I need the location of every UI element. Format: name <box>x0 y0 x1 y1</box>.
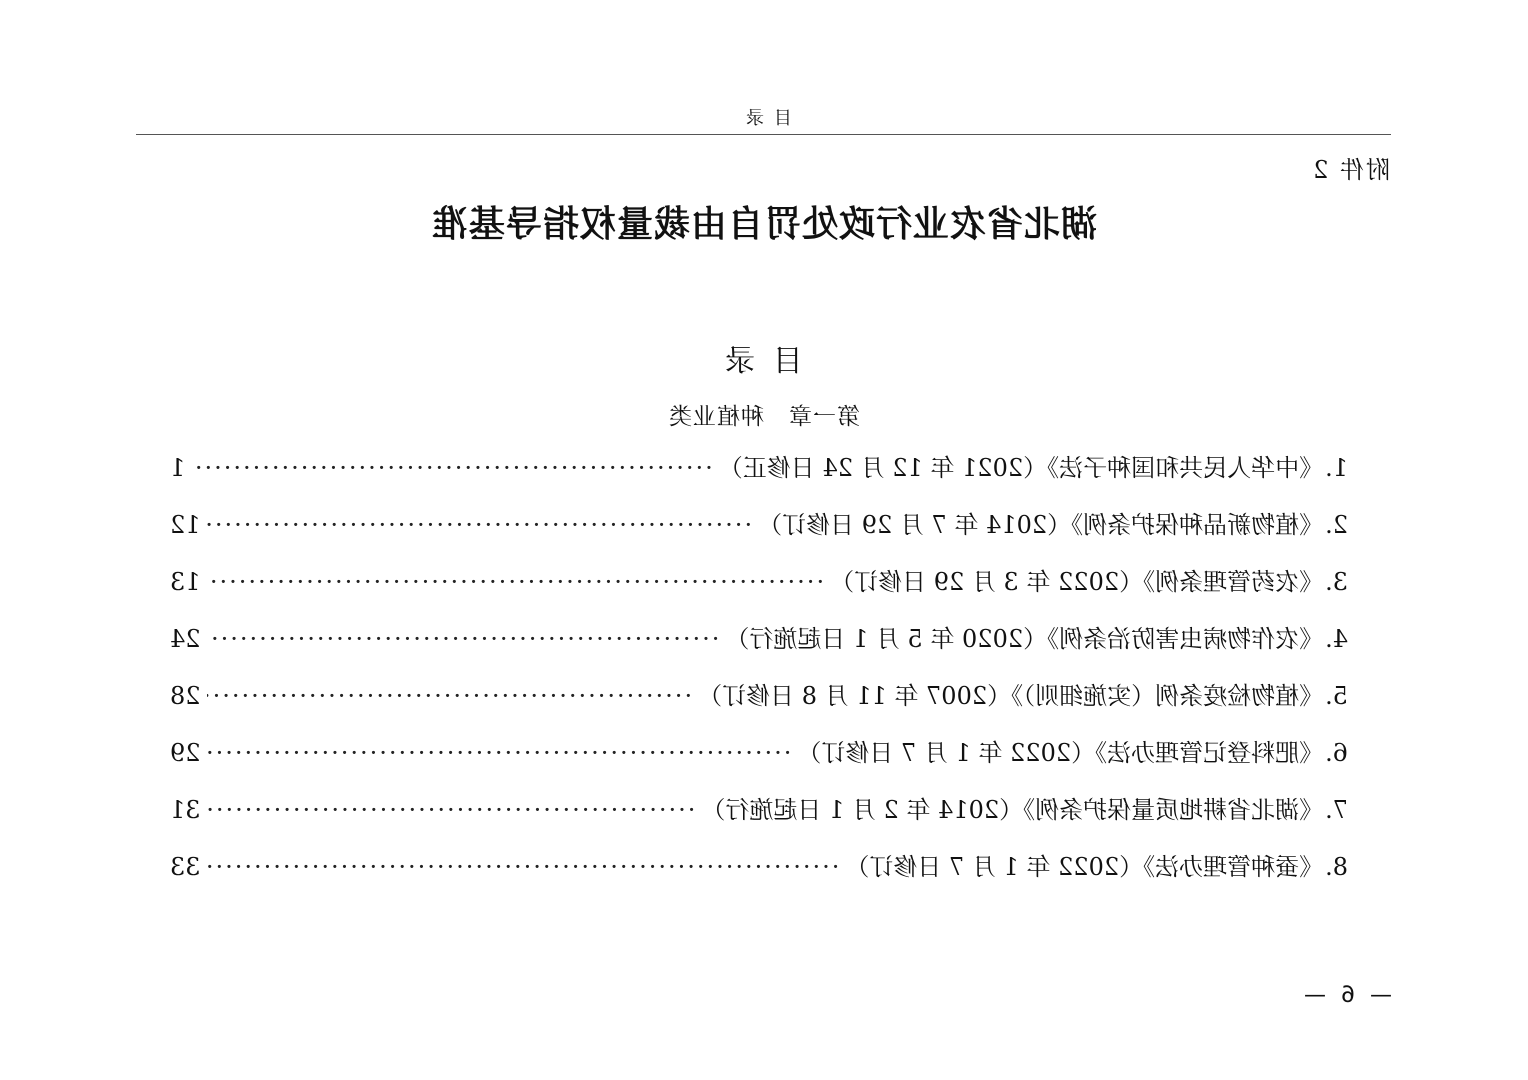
toc-list <box>170 444 1348 900</box>
toc-dot-leader <box>191 444 713 492</box>
toc-dot-leader <box>207 729 792 777</box>
toc-entry-page: 33 <box>170 853 201 881</box>
attachment-label: 附件 2 <box>1311 156 1390 184</box>
toc-entry-page: 13 <box>170 568 201 596</box>
document-title: 湖北省农业行政处罚自由裁量权指导基准 <box>431 203 1098 245</box>
toc-entry-number: 6. <box>1325 739 1348 767</box>
toc-entry-page: 28 <box>170 682 201 710</box>
toc-entry[interactable] <box>170 729 1348 786</box>
toc-entry-title: 《湖北省耕地质量保护条例》（2014 年 2 月 1 日起施行） <box>701 796 1324 824</box>
toc-entry[interactable] <box>170 558 1348 615</box>
toc-dot-leader <box>207 786 696 834</box>
toc-entry-title: 《植物检疫条例（实施细则）》（2007 年 11 月 8 日修订） <box>698 682 1324 710</box>
toc-entry-page: 24 <box>170 625 201 653</box>
toc-entry-title: 《农药管理条例》（2022 年 3 月 29 日修订） <box>830 568 1324 596</box>
toc-dot-leader <box>207 558 825 606</box>
toc-dot-leader <box>207 672 693 720</box>
toc-entry-page: 1 <box>170 454 186 482</box>
toc-dot-leader <box>207 501 753 549</box>
running-header: 目录 <box>736 108 792 129</box>
chapter-heading: 第一章 种植业类 <box>668 404 860 430</box>
toc-heading: 目录 <box>707 344 803 379</box>
toc-entry-number: 1. <box>1325 454 1348 482</box>
toc-entry-page: 12 <box>170 511 201 539</box>
toc-entry-page: 29 <box>170 739 201 767</box>
toc-entry[interactable] <box>170 444 1348 501</box>
toc-entry-number: 7. <box>1325 796 1348 824</box>
toc-entry-title: 《肥料登记管理办法》（2022 年 1 月 7 日修订） <box>797 739 1324 767</box>
toc-dot-leader <box>207 615 720 663</box>
header-rule <box>136 134 1391 135</box>
toc-entry[interactable] <box>170 672 1348 729</box>
toc-entry[interactable] <box>170 615 1348 672</box>
toc-entry-number: 5. <box>1325 682 1348 710</box>
toc-entry-page: 31 <box>170 796 201 824</box>
toc-entry-number: 4. <box>1325 625 1348 653</box>
toc-entry-number: 2. <box>1325 511 1348 539</box>
toc-entry-number: 3. <box>1325 568 1348 596</box>
page-number: — 6 — <box>1300 983 1392 1008</box>
toc-entry-title: 《农作物病虫害防治条例》（2020 年 5 月 1 日起施行） <box>725 625 1324 653</box>
toc-entry-title: 《植物新品种保护条例》（2014 年 7 月 29 日修订） <box>758 511 1324 539</box>
toc-entry[interactable] <box>170 786 1348 843</box>
toc-entry-title: 《蚕种管理办法》（2022 年 1 月 7 日修订） <box>845 853 1324 881</box>
toc-entry[interactable] <box>170 501 1348 558</box>
toc-dot-leader <box>207 843 840 891</box>
toc-entry[interactable] <box>170 843 1348 900</box>
toc-entry-number: 8. <box>1325 853 1348 881</box>
toc-entry-title: 《中华人民共和国种子法》（2021 年 12 月 24 日修正） <box>718 454 1324 482</box>
